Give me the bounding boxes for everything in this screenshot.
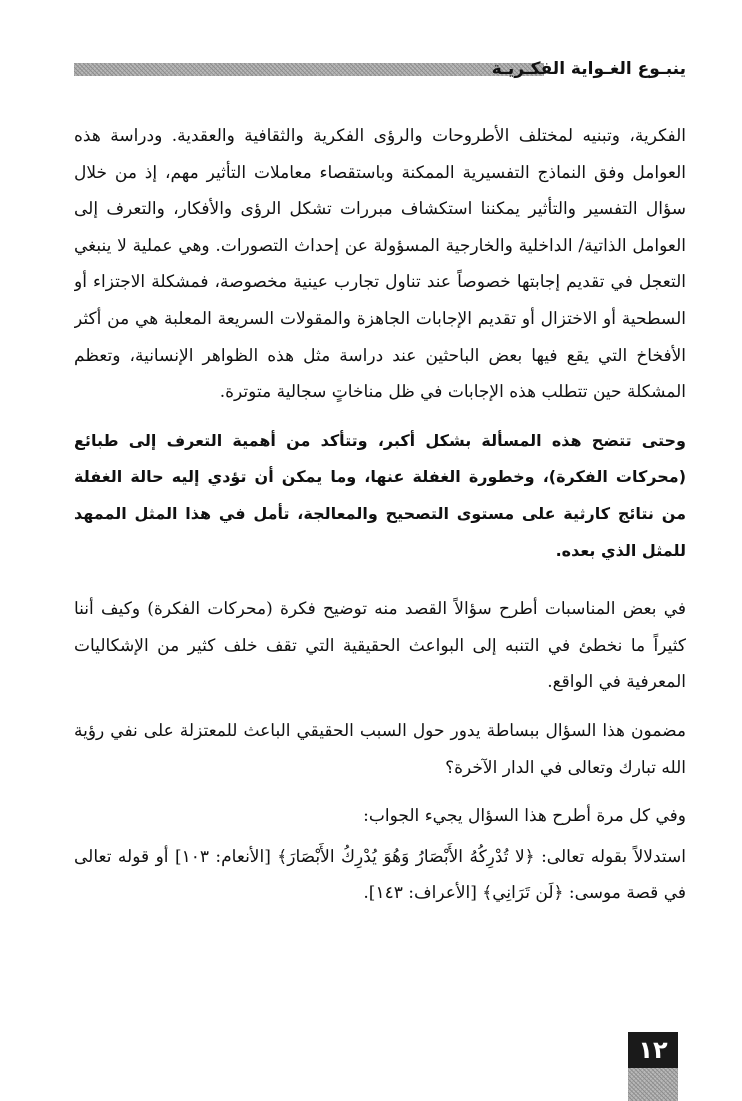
paragraph-emphasis: وحتى تتضح هذه المسألة بشكل أكبر، وتتأكد من أهمية التعرف إلى طبائع (محركات الفكرة)، وخطورة الغفلة عنها، وما يمكن أن تؤدي إليه حالة الغفلة من نتائج كارثية على مستوى التصحيح والمعالجة، تأمل في هذا المثل الممهد للمثل الذي بعده. xyxy=(74,430,686,560)
paragraph-intro: الفكرية، وتبنيه لمختلف الأطروحات والرؤى الفكرية والثقافية والعقدية. ودراسة هذه العوامل وفق النماذج التفسيرية الممكنة وباستقصاء معاملات التأثير مهم، إذ من خلال سؤال التفسير والتأثير يمكننا استكشاف مبررات تشكل الرؤى والأفكار، والتعرف إلى العوامل الذاتية/ الداخلية والخارجية المسؤولة عن إحداث التصورات. وهي عملية لا ينبغي التعجل في تقديم إجابتها خصوصاً عند تناول تجارب عينية مخصوصة، فمشكلة الاجتزاء أو السطحية أو الاختزال أو تقديم الإجابات الجاهزة والمقولات السريعة المعلبة هي من أكثر الأفخاخ التي يقع فيها بعض الباحثين عند دراسة مثل هذه الظواهر الإنسانية، وتعظم المشكلة حين تتطلب هذه الإجابات في ظل مناخاتٍ سجالية متوترة. xyxy=(74,126,686,403)
paragraph-quranic-citations: استدلالاً بقوله تعالى: ﴿لا تُدْرِكُهُ الأَبْصَارُ وَهُوَ يُدْرِكُ الأَبْصَارَ﴾ [الأنعام: ١٠٣] أو قوله تعالى في قصة موسى: ﴿لَن تَرَانِي﴾ [الأعراف: ١٤٣]. xyxy=(74,846,686,904)
page-number: ١٢ xyxy=(628,1032,678,1068)
page-body xyxy=(74,118,686,998)
page-number-shade xyxy=(628,1068,678,1101)
paragraph-question: مضمون هذا السؤال ببساطة يدور حول السبب الحقيقي الباعث للمعتزلة على نفي رؤية الله تبارك وتعالى في الدار الآخرة؟ xyxy=(74,720,686,778)
paragraph-answer-intro: وفي كل مرة أطرح هذا السؤال يجيء الجواب: xyxy=(363,806,686,827)
running-header xyxy=(74,56,686,82)
header-title: ينبـوع الغـواية الفكـريـة xyxy=(491,59,686,79)
header-decorative-bar xyxy=(74,63,544,76)
paragraph-question-context: في بعض المناسبات أطرح سؤالاً القصد منه توضيح فكرة (محركات الفكرة) وكيف أننا كثيراً ما نخطئ في التنبه إلى البواعث الحقيقية التي تقف خلف كثير من الإشكاليات المعرفية في الواقع. xyxy=(74,599,686,693)
